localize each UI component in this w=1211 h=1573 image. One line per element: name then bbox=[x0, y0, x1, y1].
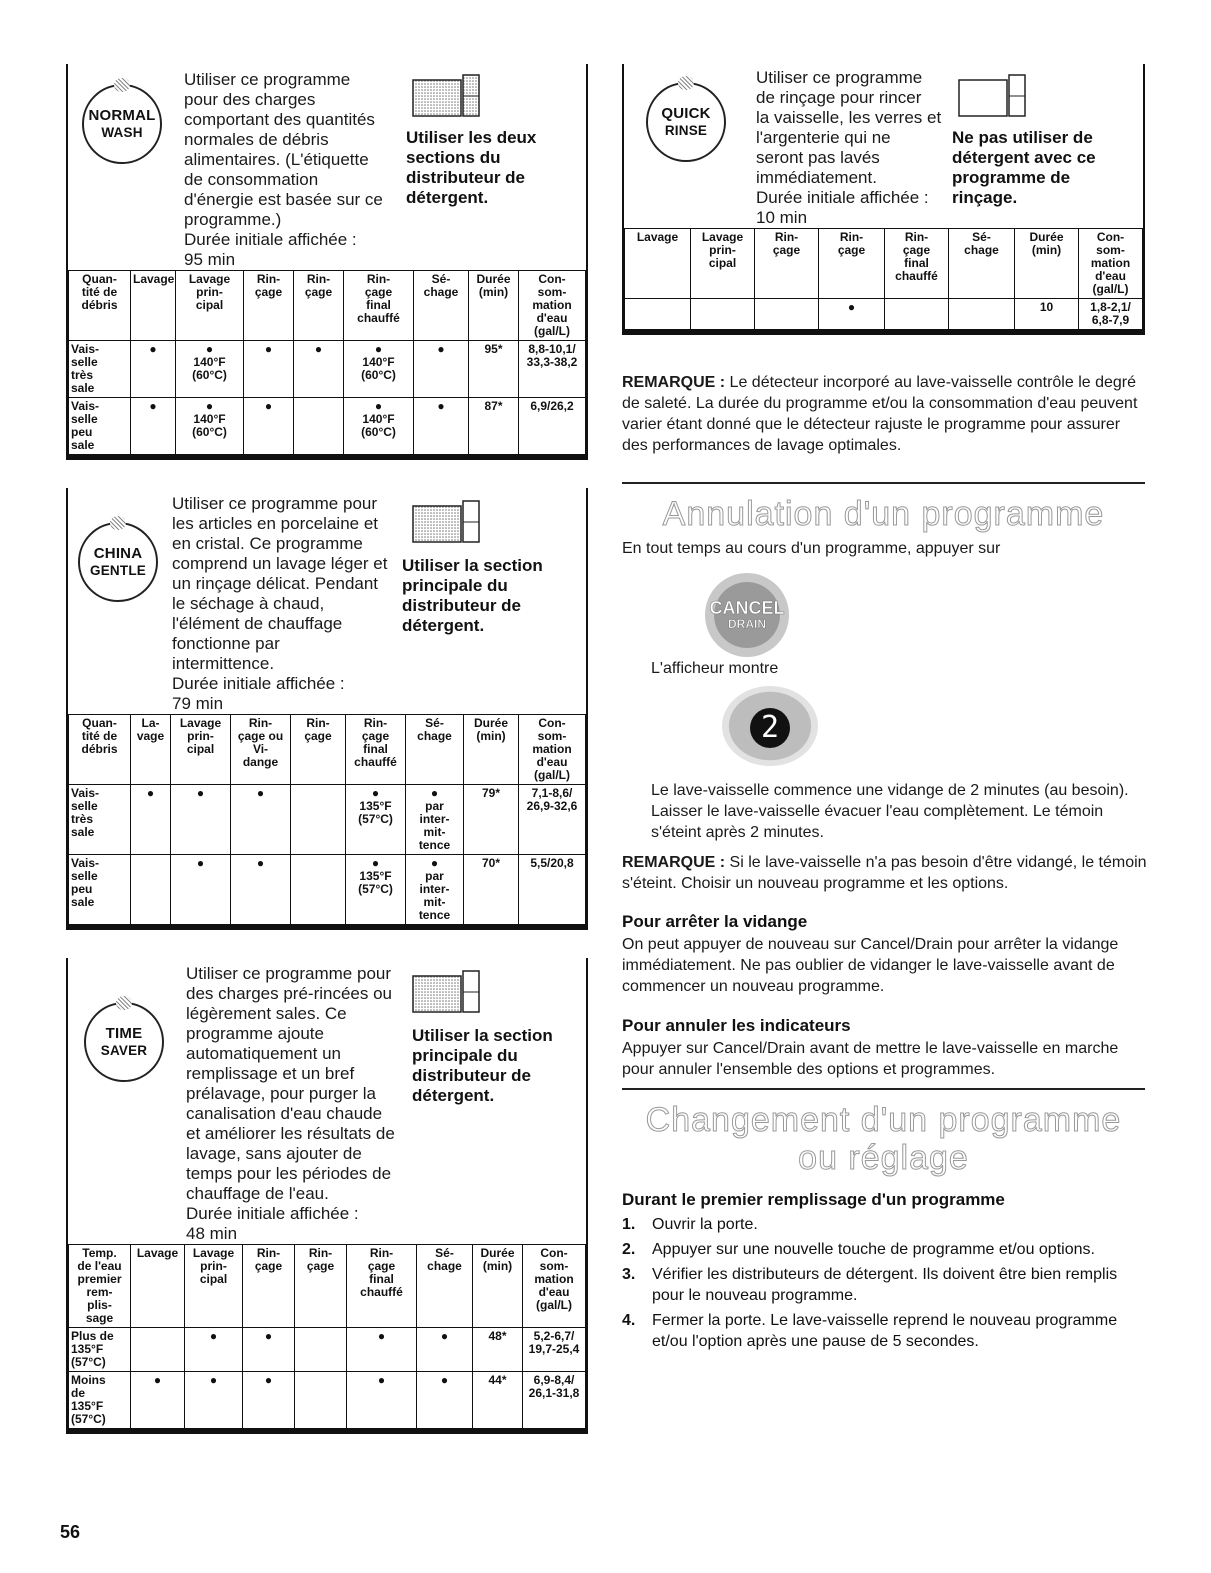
column-header: Rin- çage bbox=[819, 229, 885, 299]
panel-bottom-rule bbox=[624, 330, 1143, 335]
table-cell: ● bbox=[243, 1372, 295, 1429]
normal-wash-panel bbox=[66, 64, 588, 460]
table-cell: ● bbox=[414, 398, 469, 455]
table-cell: ● bbox=[131, 1372, 185, 1429]
column-header: Rin- çage bbox=[291, 715, 346, 785]
step-number: 1. bbox=[622, 1216, 636, 1233]
table-cell: ● bbox=[131, 341, 176, 398]
cancel-section-title: Annulation d'un programme bbox=[662, 495, 1105, 533]
table-cell: 5,2-6,7/ 19,7-25,4 bbox=[523, 1328, 586, 1372]
table-row bbox=[69, 785, 586, 855]
column-header: Con- som- mation d'eau (gal/L) bbox=[523, 1245, 586, 1328]
column-header: Rin- çage ou Vi- dange bbox=[231, 715, 291, 785]
column-header: Lavage prin- cipal bbox=[691, 229, 755, 299]
table-cell: Moins de 135°F (57°C) bbox=[69, 1372, 131, 1429]
cancel-indicators-heading: Pour annuler les indicateurs bbox=[622, 1016, 851, 1035]
quick-rinse-panel bbox=[622, 64, 1145, 335]
table-header-row bbox=[69, 715, 586, 785]
table-cell: ● par inter- mit- tence bbox=[406, 855, 464, 925]
table-cell: ● bbox=[231, 785, 291, 855]
table-cell: 95* bbox=[469, 341, 519, 398]
table-cell: ● bbox=[131, 398, 176, 455]
table-cell: 5,5/20,8 bbox=[519, 855, 586, 925]
panel-bottom-rule bbox=[68, 455, 586, 460]
time-saver-badge-icon: TIME SAVER bbox=[84, 1002, 164, 1082]
column-header: Durée (min) bbox=[473, 1245, 523, 1328]
column-header: Lavage prin- cipal bbox=[171, 715, 231, 785]
column-header: Con- som- mation d'eau (gal/L) bbox=[1079, 229, 1143, 299]
time-saver-table bbox=[68, 1244, 586, 1429]
table-cell: ● bbox=[131, 785, 171, 855]
table-cell: ● bbox=[231, 855, 291, 925]
table-cell bbox=[295, 1328, 347, 1372]
column-header: La- vage bbox=[131, 715, 171, 785]
column-header: Rin- çage final chauffé bbox=[344, 271, 414, 341]
remark-no-drain: REMARQUE : Si le lave-vaisselle n'a pas besoin d'être vidangé, le témoin s'éteint. Choisir un nouveau programme et les options. bbox=[622, 854, 1147, 892]
list-item bbox=[622, 1239, 1147, 1260]
table-cell: 44* bbox=[473, 1372, 523, 1429]
table-cell: ● bbox=[819, 299, 885, 330]
display-digit-icon bbox=[722, 686, 818, 766]
table-cell: 6,9/26,2 bbox=[519, 398, 586, 455]
table-cell: 70* bbox=[464, 855, 519, 925]
table-cell: ● bbox=[185, 1372, 243, 1429]
step-text: Fermer la porte. Le lave-vaisselle reprend le nouveau programme et/ou l'option après une pause de 5 secondes. bbox=[652, 1312, 1118, 1350]
column-header: Rin- çage bbox=[294, 271, 344, 341]
change-section-title-2: ou réglage bbox=[798, 1139, 969, 1177]
step-number: 3. bbox=[622, 1266, 636, 1283]
column-header: Temp. de l'eau premier rem- plis- sage bbox=[69, 1245, 131, 1328]
dispenser-both-icon bbox=[412, 74, 482, 118]
table-cell: 1,8-2,1/ 6,8-7,9 bbox=[1079, 299, 1143, 330]
column-header: Lavage bbox=[625, 229, 691, 299]
table-cell: ● bbox=[171, 855, 231, 925]
china-gentle-badge-icon: CHINA GENTLE bbox=[78, 522, 158, 602]
table-row bbox=[69, 855, 586, 925]
column-header: Lavage prin- cipal bbox=[176, 271, 244, 341]
column-header: Con- som- mation d'eau (gal/L) bbox=[519, 715, 586, 785]
table-cell: 79* bbox=[464, 785, 519, 855]
column-header: Lavage prin- cipal bbox=[185, 1245, 243, 1328]
change-steps-list bbox=[622, 1214, 1147, 1356]
right-column bbox=[622, 64, 1145, 335]
table-cell bbox=[295, 1372, 347, 1429]
table-cell: Vais- selle peu sale bbox=[69, 855, 131, 925]
normal-wash-detergent-note: Utiliser les deux sections du distributeur de détergent. bbox=[406, 128, 537, 207]
table-cell: 87* bbox=[469, 398, 519, 455]
column-header: Sé- chage bbox=[417, 1245, 473, 1328]
time-saver-header bbox=[68, 958, 586, 1244]
normal-wash-table bbox=[68, 270, 586, 455]
table-cell: ● 140°F (60°C) bbox=[344, 341, 414, 398]
column-header: Durée (min) bbox=[464, 715, 519, 785]
table-cell: ● par inter- mit- tence bbox=[406, 785, 464, 855]
stop-drain-text: On peut appuyer de nouveau sur Cancel/Drain pour arrêter la vidange immédiatement. Ne pas oublier de vidanger le lave-vaisselle avant de commencer un nouveau programme. bbox=[622, 936, 1119, 995]
table-cell: ● bbox=[414, 341, 469, 398]
table-row bbox=[69, 341, 586, 398]
quick-rinse-table bbox=[624, 228, 1143, 330]
table-cell: ● bbox=[294, 341, 344, 398]
table-cell: ● bbox=[171, 785, 231, 855]
china-gentle-detergent-note: Utiliser la section principale du distributeur de détergent. bbox=[402, 556, 543, 635]
drain-description: Le lave-vaisselle commence une vidange de 2 minutes (au besoin). Laisser le lave-vaisselle évacuer l'eau complètement. Le témoin s'éteint après 2 minutes. bbox=[651, 782, 1129, 841]
display-digit: 2 bbox=[750, 708, 790, 748]
column-header: Sé- chage bbox=[406, 715, 464, 785]
quick-rinse-detergent-note: Ne pas utiliser de détergent avec ce programme de rinçage. bbox=[952, 128, 1096, 207]
table-row bbox=[69, 1372, 586, 1429]
table-header-row bbox=[69, 271, 586, 341]
table-cell: ● 140°F (60°C) bbox=[176, 398, 244, 455]
table-cell bbox=[294, 398, 344, 455]
column-header: Rin- çage final chauffé bbox=[347, 1245, 417, 1328]
column-header: Sé- chage bbox=[414, 271, 469, 341]
table-cell: ● bbox=[244, 341, 294, 398]
table-cell: Plus de 135°F (57°C) bbox=[69, 1328, 131, 1372]
time-saver-panel bbox=[66, 958, 588, 1434]
list-item bbox=[622, 1214, 1147, 1235]
table-cell: ● 140°F (60°C) bbox=[176, 341, 244, 398]
section-divider bbox=[622, 1088, 1145, 1090]
column-header: Lavage bbox=[131, 271, 176, 341]
column-header: Rin- çage final chauffé bbox=[346, 715, 406, 785]
normal-wash-description: Utiliser ce programme pour des charges comportant des quantités normales de débris alimentaires. (L'étiquette de consommation d'énergie est basée sur ce programme.) Durée initiale affichée : 95 min bbox=[184, 70, 383, 269]
column-header: Rin- çage final chauffé bbox=[885, 229, 949, 299]
column-header: Con- som- mation d'eau (gal/L) bbox=[519, 271, 586, 341]
table-cell: ● bbox=[417, 1328, 473, 1372]
normal-wash-header bbox=[68, 64, 586, 270]
china-gentle-panel bbox=[66, 488, 588, 930]
step-number: 4. bbox=[622, 1312, 636, 1329]
table-cell: ● bbox=[243, 1328, 295, 1372]
table-row bbox=[69, 398, 586, 455]
left-column bbox=[66, 64, 588, 1434]
table-cell: Vais- selle très sale bbox=[69, 341, 131, 398]
display-shows-label: L'afficheur montre bbox=[651, 660, 779, 677]
panel-bottom-rule bbox=[68, 1429, 586, 1434]
table-header-row bbox=[69, 1245, 586, 1328]
table-cell bbox=[131, 1328, 185, 1372]
column-header: Durée (min) bbox=[469, 271, 519, 341]
cancel-indicators-text: Appuyer sur Cancel/Drain avant de mettre le lave-vaisselle en marche pour annuler l'ensemble des options et programmes. bbox=[622, 1040, 1119, 1078]
column-header: Durée (min) bbox=[1015, 229, 1079, 299]
dispenser-empty-icon bbox=[958, 74, 1028, 118]
quick-rinse-header bbox=[624, 64, 1143, 228]
time-saver-description: Utiliser ce programme pour des charges pré-rincées ou légèrement sales. Ce programme ajoute automatiquement un remplissage et un bref prélavage, pour purger la canalisation d'eau chaude et améliorer les résultats de lavage, sans ajouter de temps pour les périodes de chauffage de l'eau. Durée initiale affichée : 48 min bbox=[186, 964, 395, 1243]
step-text: Ouvrir la porte. bbox=[652, 1216, 758, 1233]
table-cell bbox=[691, 299, 755, 330]
panel-bottom-rule bbox=[68, 925, 586, 930]
table-row bbox=[69, 1328, 586, 1372]
table-cell: 7,1-8,6/ 26,9-32,6 bbox=[519, 785, 586, 855]
quick-rinse-description: Utiliser ce programme de rinçage pour rincer la vaisselle, les verres et l'argenterie qui ne seront pas lavés immédiatement. Durée initiale affichée : 10 min bbox=[756, 68, 942, 227]
change-section-title-1: Changement d'un programme bbox=[645, 1101, 1122, 1139]
step-text: Vérifier les distributeurs de détergent. Ils doivent être bien remplis pour le nouveau programme. bbox=[652, 1266, 1118, 1304]
page-number: 56 bbox=[60, 1522, 81, 1542]
table-header-row bbox=[625, 229, 1143, 299]
china-gentle-table bbox=[68, 714, 586, 925]
table-row bbox=[625, 299, 1143, 330]
table-cell: ● bbox=[185, 1328, 243, 1372]
column-header: Lavage bbox=[131, 1245, 185, 1328]
table-cell: Vais- selle très sale bbox=[69, 785, 131, 855]
china-gentle-header bbox=[68, 488, 586, 714]
quick-rinse-badge-icon: QUICK RINSE bbox=[646, 82, 726, 162]
table-cell bbox=[291, 785, 346, 855]
table-cell bbox=[949, 299, 1015, 330]
table-cell bbox=[755, 299, 819, 330]
column-header: Quan- tité de débris bbox=[69, 271, 131, 341]
dispenser-main-icon bbox=[412, 500, 482, 544]
time-saver-detergent-note: Utiliser la section principale du distributeur de détergent. bbox=[412, 1026, 553, 1105]
table-cell: ● 140°F (60°C) bbox=[344, 398, 414, 455]
remark-sensor: REMARQUE : Le détecteur incorporé au lave-vaisselle contrôle le degré de saleté. La durée du programme et/ou la consommation d'eau peuvent varier étant donné que le détecteur rajuste le programme pour assurer des performances de lavage optimales. bbox=[622, 374, 1138, 454]
step-number: 2. bbox=[622, 1241, 636, 1258]
table-cell: 8,8-10,1/ 33,3-38,2 bbox=[519, 341, 586, 398]
table-cell: 10 bbox=[1015, 299, 1079, 330]
table-cell: ● bbox=[417, 1372, 473, 1429]
table-cell bbox=[131, 855, 171, 925]
stop-drain-heading: Pour arrêter la vidange bbox=[622, 912, 808, 931]
table-cell: Vais- selle peu sale bbox=[69, 398, 131, 455]
table-cell: 48* bbox=[473, 1328, 523, 1372]
list-item bbox=[622, 1264, 1147, 1306]
cancel-intro: En tout temps au cours d'un programme, appuyer sur bbox=[622, 540, 1001, 557]
dispenser-main-icon bbox=[412, 970, 482, 1014]
section-divider bbox=[622, 482, 1145, 484]
step-text: Appuyer sur une nouvelle touche de programme et/ou options. bbox=[652, 1241, 1095, 1258]
table-cell bbox=[885, 299, 949, 330]
column-header: Quan- tité de débris bbox=[69, 715, 131, 785]
table-cell: ● 135°F (57°C) bbox=[346, 855, 406, 925]
cancel-drain-button-icon: CANCEL DRAIN bbox=[705, 573, 789, 657]
table-cell: ● bbox=[347, 1328, 417, 1372]
table-cell: 6,9-8,4/ 26,1-31,8 bbox=[523, 1372, 586, 1429]
column-header: Rin- çage bbox=[295, 1245, 347, 1328]
table-cell: ● bbox=[244, 398, 294, 455]
table-cell: ● bbox=[347, 1372, 417, 1429]
list-item bbox=[622, 1310, 1147, 1352]
table-cell: ● 135°F (57°C) bbox=[346, 785, 406, 855]
table-cell bbox=[291, 855, 346, 925]
china-gentle-description: Utiliser ce programme pour les articles en porcelaine et en cristal. Ce programme comprend un lavage léger et un rinçage délicat. Pendant le séchage à chaud, l'élément de chauffage fonctionne par intermittence. Durée initiale affichée : 79 min bbox=[172, 494, 388, 713]
normal-wash-badge-icon: NORMAL WASH bbox=[82, 84, 162, 164]
table-cell bbox=[625, 299, 691, 330]
during-fill-heading: Durant le premier remplissage d'un programme bbox=[622, 1190, 1005, 1209]
column-header: Sé- chage bbox=[949, 229, 1015, 299]
column-header: Rin- çage bbox=[244, 271, 294, 341]
column-header: Rin- çage bbox=[243, 1245, 295, 1328]
column-header: Rin- çage bbox=[755, 229, 819, 299]
